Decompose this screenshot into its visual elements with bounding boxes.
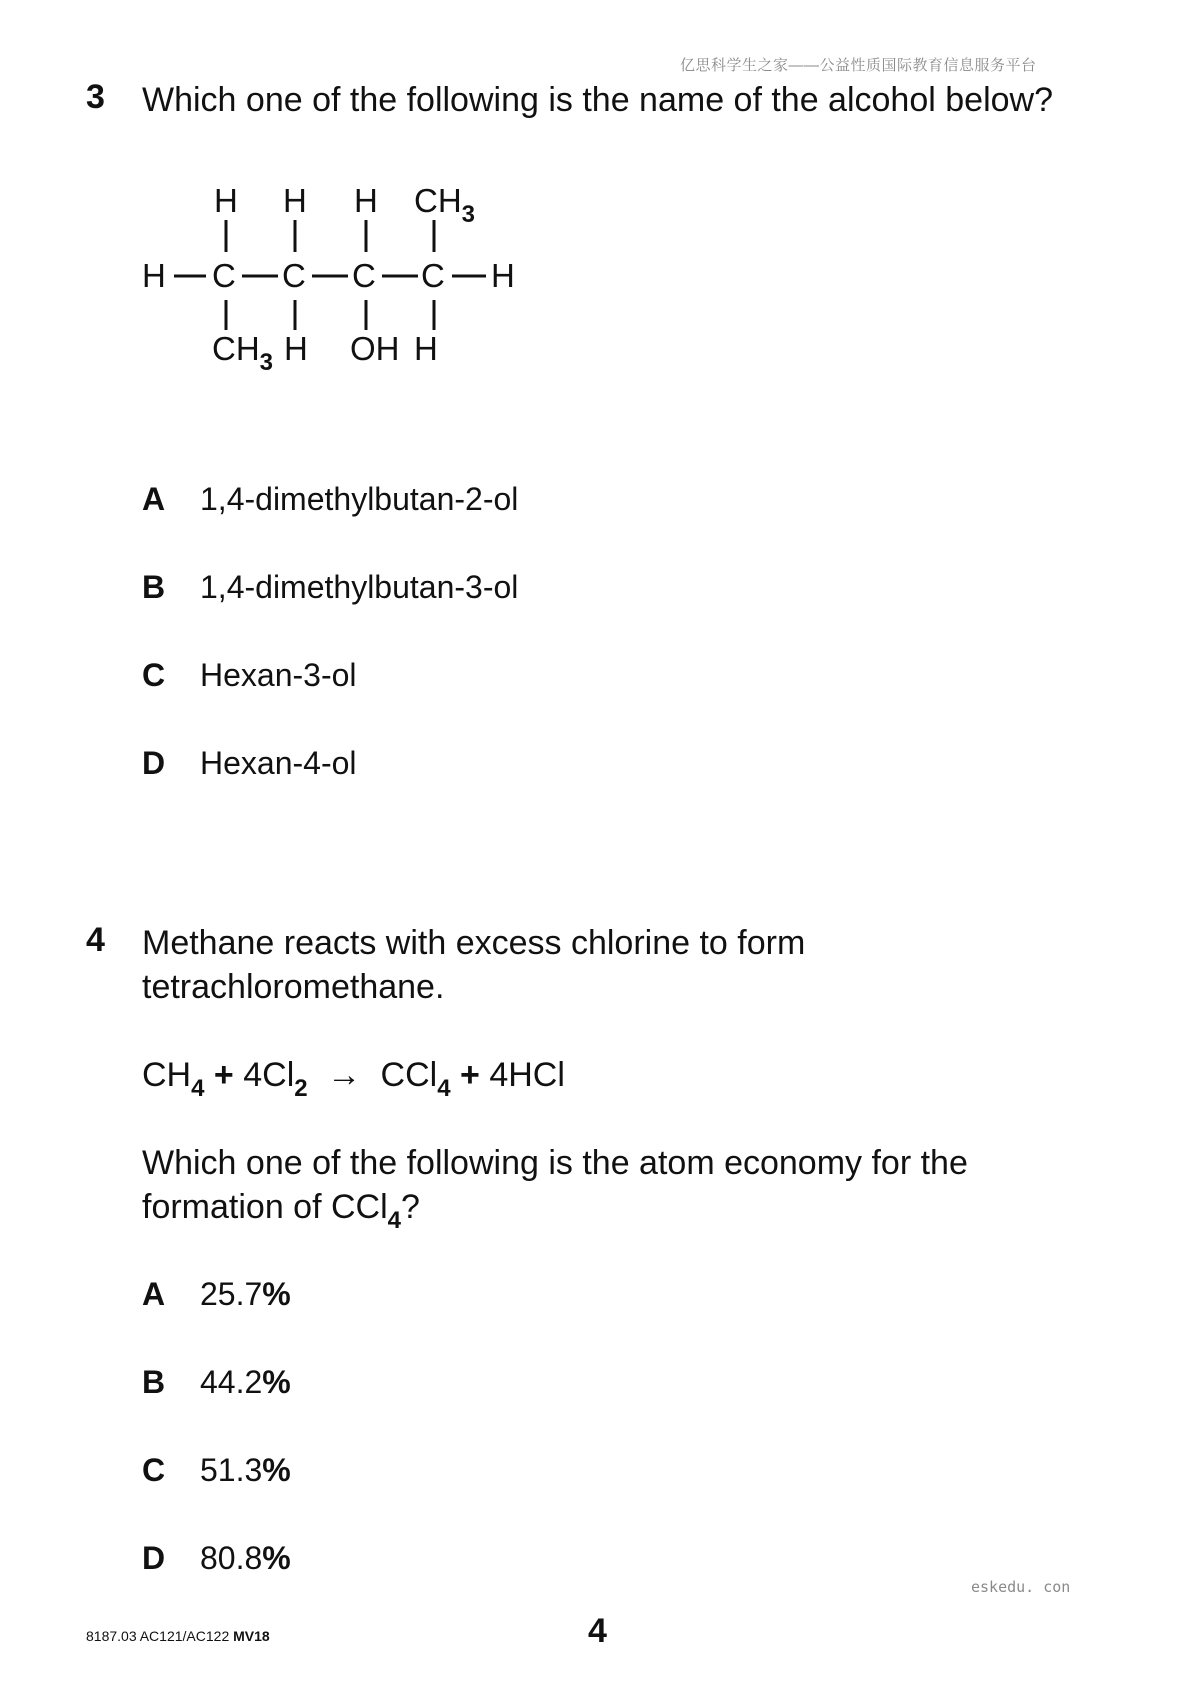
q3-option-a-text: 1,4-dimethylbutan-2-ol [200, 481, 519, 517]
q4-option-a-text: 25.7% [200, 1276, 291, 1312]
atom-bottom-2: H [284, 330, 308, 367]
q4-option-b-text: 44.2% [200, 1364, 291, 1400]
question-4-line-2: tetrachloromethane. [142, 968, 445, 1006]
q3-option-b-text: 1,4-dimethylbutan-3-ol [200, 569, 519, 605]
q3-option-d-text: Hexan-4-ol [200, 745, 357, 781]
question-4-prompt-line-1: Which one of the following is the atom economy for the [142, 1144, 968, 1182]
q4-option-b-letter: B [142, 1364, 166, 1400]
footer-code: 8187.03 AC121/AC122 MV18 [86, 1628, 270, 1644]
atom-bottom-3: OH [350, 330, 400, 367]
atom-top-4: $CH_3$ [414, 182, 476, 228]
atom-bottom-1: $CH_3$ [212, 330, 274, 376]
question-3-number: 3 [86, 78, 105, 116]
atom-main-4: C [352, 257, 376, 294]
atom-main-1: H [142, 257, 166, 294]
q4-option-d-text: 80.8% [200, 1540, 291, 1576]
q3-option-c-letter: C [142, 657, 166, 693]
watermark-bottom: eskedu. con [971, 1578, 1071, 1596]
q3-option-b-letter: B [142, 569, 166, 605]
q4-option-a-letter: A [142, 1276, 166, 1312]
question-4-line-1: Methane reacts with excess chlorine to form [142, 924, 806, 962]
question-3-text: Which one of the following is the name of the alcohol below? [142, 81, 1053, 119]
q4-option-c-text: 51.3% [200, 1452, 291, 1488]
q4-option-d-letter: D [142, 1540, 166, 1576]
page-number: 4 [588, 1612, 607, 1650]
q3-option-a-letter: A [142, 481, 166, 517]
atom-main-6: H [491, 257, 515, 294]
atom-main-2: C [212, 257, 236, 294]
atom-top-2: H [283, 182, 307, 219]
question-4-prompt-line-2: formation of CCl$_4$? [142, 1188, 420, 1234]
atom-bottom-4: H [414, 330, 438, 367]
q3-option-c-text: Hexan-3-ol [200, 657, 357, 693]
question-4-number: 4 [86, 921, 105, 959]
q3-option-d-letter: D [142, 745, 166, 781]
reaction-equation: $CH_4 + 4Cl_2 \to CCl_4 + 4HCl$ [142, 1056, 565, 1102]
atom-main-3: C [282, 257, 306, 294]
watermark-top: 亿思科学生之家——公益性质国际教育信息服务平台 [680, 57, 1037, 74]
atom-main-5: C [421, 257, 445, 294]
q4-option-c-letter: C [142, 1452, 166, 1488]
atom-top-1: H [214, 182, 238, 219]
atom-top-3: H [354, 182, 378, 219]
